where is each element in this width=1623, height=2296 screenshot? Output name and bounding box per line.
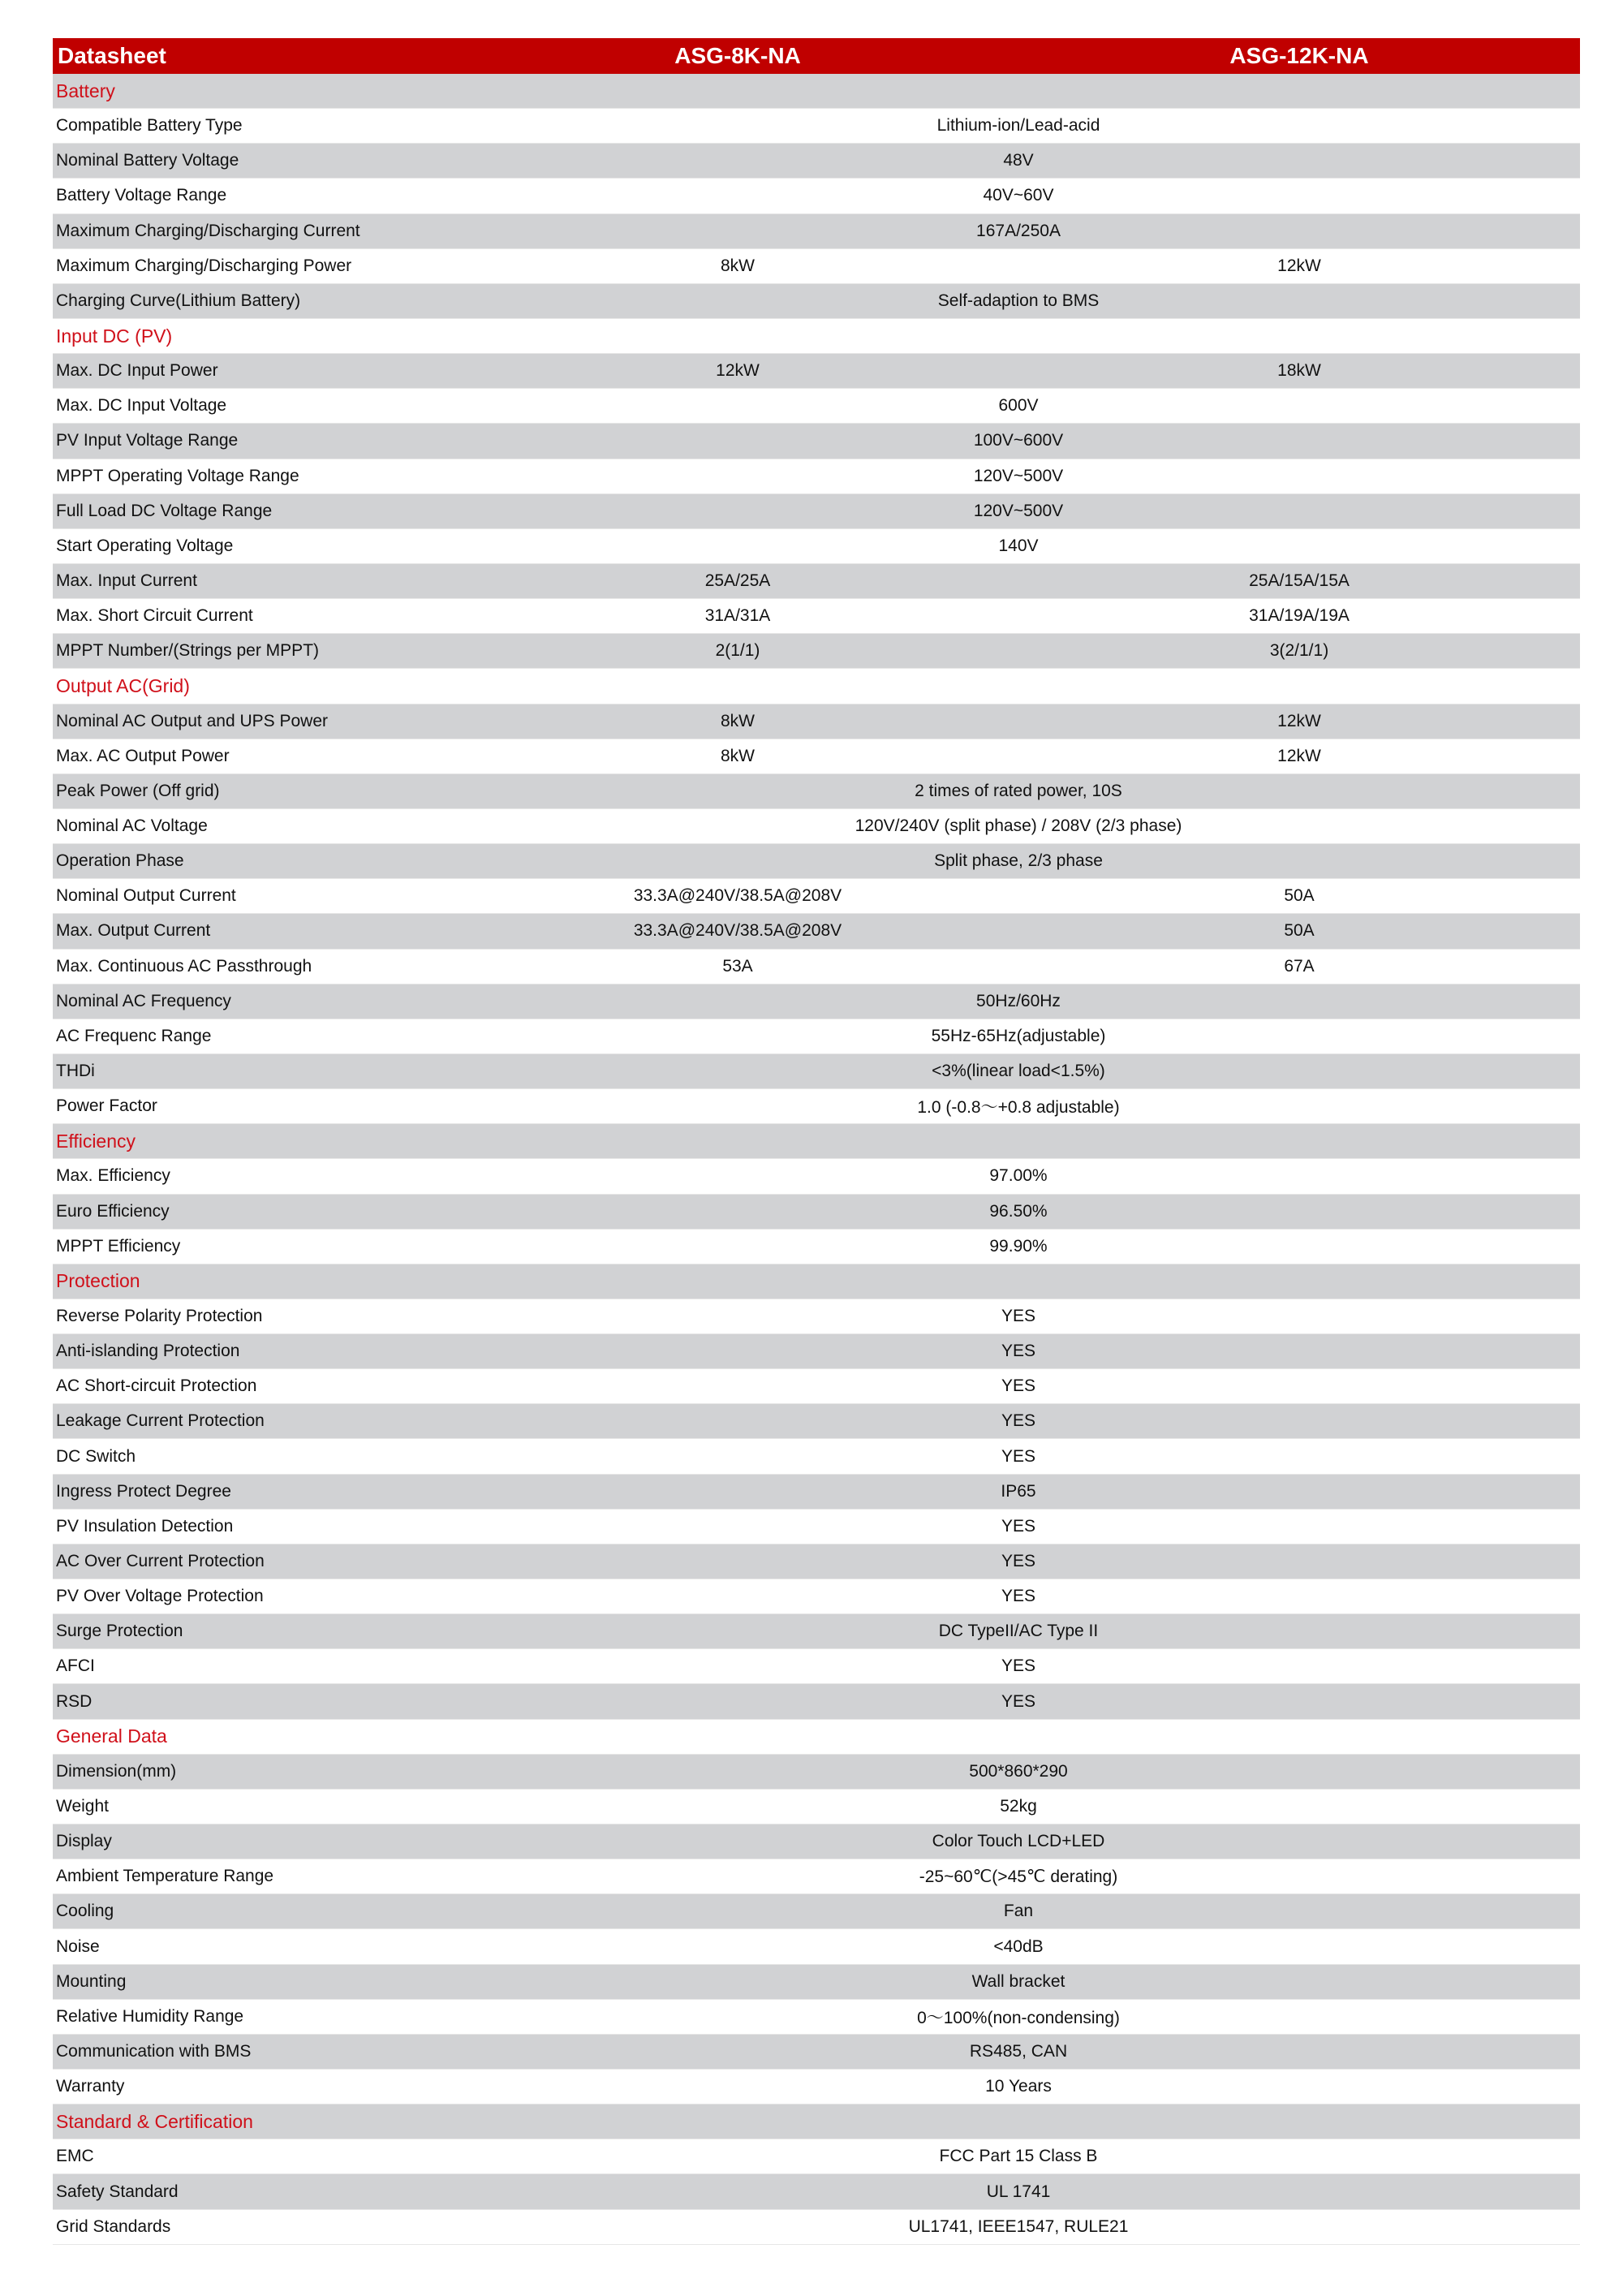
spec-row — [53, 879, 1580, 914]
section-title: Battery — [56, 80, 115, 101]
spec-value-12k: 3(2/1/1) — [1269, 641, 1329, 661]
spec-value-shared: 48V — [1003, 151, 1034, 170]
spec-row — [53, 1649, 1580, 1684]
spec-label: Mounting — [56, 1971, 127, 1991]
spec-value-shared: -25~60℃(>45℃ derating) — [919, 1867, 1118, 1886]
spec-value-8k: 53A — [722, 956, 753, 976]
spec-value-shared: YES — [1001, 1551, 1036, 1570]
spec-value-12k: 25A/15A/15A — [1249, 571, 1350, 591]
spec-label: Max. AC Output Power — [56, 746, 230, 765]
spec-value-shared: 600V — [998, 396, 1039, 416]
spec-row — [53, 1054, 1580, 1089]
spec-value-12k: 50A — [1284, 921, 1315, 941]
spec-row — [53, 1230, 1580, 1264]
spec-label: PV Insulation Detection — [56, 1516, 234, 1536]
spec-row — [53, 354, 1580, 389]
spec-row — [53, 2210, 1580, 2245]
section-header-row — [53, 669, 1580, 704]
spec-label: AC Over Current Protection — [56, 1551, 265, 1570]
spec-value-shared: Split phase, 2/3 phase — [934, 851, 1103, 871]
spec-value-12k: 67A — [1284, 956, 1315, 976]
spec-value-shared: 55Hz-65Hz(adjustable) — [931, 1026, 1106, 1045]
spec-row — [53, 739, 1580, 774]
spec-row — [53, 1369, 1580, 1404]
spec-value-shared: Wall bracket — [971, 1971, 1065, 1991]
spec-value-shared: RS485, CAN — [969, 2041, 1068, 2061]
spec-label: MPPT Number/(Strings per MPPT) — [56, 641, 320, 661]
spec-label: AFCI — [56, 1656, 95, 1676]
spec-value-shared: IP65 — [1001, 1481, 1036, 1501]
spec-value-shared: UL1741, IEEE1547, RULE21 — [908, 2216, 1129, 2236]
spec-row — [53, 424, 1580, 459]
spec-row — [53, 2070, 1580, 2104]
spec-label: PV Input Voltage Range — [56, 431, 239, 450]
section-title: Input DC (PV) — [56, 325, 173, 347]
spec-value-shared: YES — [1001, 1306, 1036, 1325]
spec-value-shared: 40V~60V — [983, 186, 1054, 205]
spec-row — [53, 2174, 1580, 2209]
spec-row — [53, 809, 1580, 844]
table-body — [53, 74, 1580, 2245]
header-model-12k: ASG-12K-NA — [1229, 43, 1369, 68]
spec-value-8k: 25A/25A — [704, 571, 771, 591]
spec-row — [53, 214, 1580, 249]
spec-row — [53, 634, 1580, 669]
spec-label: Noise — [56, 1936, 100, 1956]
spec-label: Max. Continuous AC Passthrough — [56, 956, 312, 976]
datasheet-table — [53, 38, 1580, 2245]
spec-label: Max. Short Circuit Current — [56, 606, 253, 626]
spec-value-12k: 12kW — [1277, 711, 1321, 730]
spec-row — [53, 1019, 1580, 1054]
spec-label: Power Factor — [56, 1096, 157, 1116]
spec-row — [53, 984, 1580, 1019]
spec-value-shared: 96.50% — [989, 1201, 1048, 1221]
spec-row — [53, 1755, 1580, 1790]
spec-value-shared: 167A/250A — [976, 221, 1061, 240]
spec-value-shared: Fan — [1003, 1902, 1034, 1921]
spec-label: Max. Efficiency — [56, 1166, 170, 1186]
spec-row — [53, 774, 1580, 809]
spec-row — [53, 284, 1580, 319]
spec-label: Display — [56, 1832, 112, 1851]
spec-label: MPPT Operating Voltage Range — [56, 466, 299, 485]
spec-row — [53, 1159, 1580, 1194]
spec-row — [53, 459, 1580, 494]
spec-value-shared: DC TypeII/AC Type II — [938, 1622, 1099, 1641]
spec-label: RSD — [56, 1691, 93, 1711]
spec-value-shared: YES — [1001, 1516, 1036, 1536]
spec-label: Nominal Output Current — [56, 886, 236, 906]
spec-label: Battery Voltage Range — [56, 186, 227, 205]
spec-value-shared: 500*860*290 — [969, 1761, 1068, 1781]
spec-label: DC Switch — [56, 1446, 136, 1466]
spec-row — [53, 389, 1580, 424]
section-header-row — [53, 1124, 1580, 1159]
spec-value-shared: 99.90% — [989, 1236, 1048, 1256]
spec-value-12k: 31A/19A/19A — [1249, 606, 1350, 626]
header-title: Datasheet — [58, 43, 166, 68]
section-header-row — [53, 319, 1580, 354]
spec-label: Warranty — [56, 2077, 125, 2096]
section-header-row — [53, 2104, 1580, 2139]
spec-label: Communication with BMS — [56, 2041, 252, 2061]
spec-value-shared: 52kg — [1000, 1796, 1037, 1816]
spec-row — [53, 564, 1580, 599]
spec-label: PV Over Voltage Protection — [56, 1587, 264, 1606]
spec-label: Nominal AC Output and UPS Power — [56, 711, 328, 730]
spec-label: EMC — [56, 2147, 94, 2166]
spec-value-shared: 0～100%(non-condensing) — [917, 2008, 1120, 2027]
spec-value-8k: 33.3A@240V/38.5A@208V — [633, 921, 842, 941]
spec-label: Weight — [56, 1796, 109, 1816]
spec-row — [53, 1195, 1580, 1230]
spec-row — [53, 109, 1580, 144]
spec-value-shared: UL 1741 — [986, 2182, 1051, 2201]
spec-row — [53, 529, 1580, 564]
section-header-row — [53, 74, 1580, 109]
spec-value-shared: 50Hz/60Hz — [976, 991, 1061, 1010]
spec-label: AC Short-circuit Protection — [56, 1376, 257, 1396]
spec-row — [53, 1929, 1580, 1964]
spec-value-shared: YES — [1001, 1411, 1036, 1431]
spec-label: Full Load DC Voltage Range — [56, 501, 273, 520]
spec-value-shared: 2 times of rated power, 10S — [915, 781, 1122, 800]
spec-label: Reverse Polarity Protection — [56, 1306, 263, 1325]
spec-row — [53, 249, 1580, 284]
spec-value-shared: 10 Years — [985, 2077, 1052, 2096]
spec-label: Maximum Charging/Discharging Power — [56, 256, 352, 275]
spec-label: Ambient Temperature Range — [56, 1867, 274, 1886]
spec-label: Cooling — [56, 1902, 114, 1921]
spec-label: Ingress Protect Degree — [56, 1481, 231, 1501]
spec-label: AC Frequenc Range — [56, 1026, 212, 1045]
spec-row — [53, 1614, 1580, 1649]
spec-value-8k: 33.3A@240V/38.5A@208V — [633, 886, 842, 906]
spec-value-12k: 18kW — [1277, 361, 1321, 381]
spec-label: Safety Standard — [56, 2182, 179, 2201]
spec-row — [53, 950, 1580, 984]
spec-label: Grid Standards — [56, 2216, 171, 2236]
spec-row — [53, 1475, 1580, 1510]
spec-value-shared: YES — [1001, 1691, 1036, 1711]
spec-value-shared: Lithium-ion/Lead-acid — [936, 116, 1100, 136]
spec-value-shared: YES — [1001, 1376, 1036, 1396]
spec-row — [53, 599, 1580, 634]
spec-row — [53, 1334, 1580, 1369]
spec-row — [53, 1859, 1580, 1894]
spec-label: Nominal AC Voltage — [56, 816, 208, 836]
spec-value-12k: 12kW — [1277, 746, 1321, 765]
table-header — [53, 38, 1580, 74]
spec-value-shared: YES — [1001, 1587, 1036, 1606]
spec-row — [53, 1439, 1580, 1474]
spec-value-8k: 31A/31A — [704, 606, 771, 626]
spec-label: Max. Output Current — [56, 921, 211, 941]
spec-row — [53, 704, 1580, 739]
spec-label: Max. DC Input Power — [56, 361, 218, 381]
spec-row — [53, 1579, 1580, 1614]
spec-value-8k: 8kW — [721, 711, 755, 730]
spec-label: Leakage Current Protection — [56, 1411, 265, 1431]
spec-label: Compatible Battery Type — [56, 116, 243, 136]
spec-label: Anti-islanding Protection — [56, 1342, 240, 1361]
spec-label: Operation Phase — [56, 851, 184, 871]
spec-value-shared: YES — [1001, 1342, 1036, 1361]
spec-label: Charging Curve(Lithium Battery) — [56, 291, 301, 310]
spec-row — [53, 1894, 1580, 1929]
section-title: Efficiency — [56, 1130, 136, 1152]
spec-row — [53, 1965, 1580, 2000]
spec-label: THDi — [56, 1062, 95, 1080]
spec-value-shared: FCC Part 15 Class B — [939, 2147, 1098, 2166]
spec-value-shared: 97.00% — [989, 1166, 1048, 1186]
spec-label: MPPT Efficiency — [56, 1236, 181, 1256]
spec-row — [53, 2139, 1580, 2174]
spec-label: Euro Efficiency — [56, 1201, 170, 1221]
spec-label: Nominal AC Frequency — [56, 991, 231, 1010]
spec-row — [53, 1824, 1580, 1859]
spec-row — [53, 1790, 1580, 1824]
spec-row — [53, 1510, 1580, 1544]
spec-label: Relative Humidity Range — [56, 2006, 244, 2026]
spec-row — [53, 1404, 1580, 1439]
header-model-8k: ASG-8K-NA — [674, 43, 801, 68]
spec-value-8k: 8kW — [721, 746, 755, 765]
spec-value-shared: 120V/240V (split phase) / 208V (2/3 phase) — [855, 816, 1182, 836]
section-title: Protection — [56, 1270, 140, 1292]
spec-label: Max. Input Current — [56, 571, 197, 591]
spec-row — [53, 179, 1580, 213]
spec-label: Max. DC Input Voltage — [56, 396, 227, 416]
spec-value-8k: 8kW — [721, 256, 755, 275]
spec-value-12k: 12kW — [1277, 256, 1321, 275]
section-header-row — [53, 1720, 1580, 1755]
spec-value-8k: 12kW — [716, 361, 760, 381]
spec-row — [53, 144, 1580, 179]
spec-value-shared: Color Touch LCD+LED — [932, 1832, 1105, 1851]
spec-value-shared: <3%(linear load<1.5%) — [932, 1062, 1105, 1080]
spec-row — [53, 1544, 1580, 1579]
spec-row — [53, 2000, 1580, 2035]
spec-value-shared: <40dB — [993, 1936, 1044, 1956]
spec-value-shared: 120V~500V — [973, 501, 1064, 520]
spec-label: Peak Power (Off grid) — [56, 781, 220, 800]
spec-value-shared: YES — [1001, 1656, 1036, 1676]
spec-row — [53, 494, 1580, 529]
section-header-row — [53, 1264, 1580, 1299]
section-title: General Data — [56, 1725, 167, 1747]
spec-value-shared: Self-adaption to BMS — [937, 291, 1100, 310]
spec-row — [53, 914, 1580, 949]
spec-row — [53, 844, 1580, 879]
spec-label: Start Operating Voltage — [56, 536, 234, 555]
spec-value-shared: 100V~600V — [973, 431, 1064, 450]
spec-value-8k: 2(1/1) — [715, 641, 760, 661]
spec-label: Surge Protection — [56, 1622, 183, 1641]
spec-value-shared: 120V~500V — [973, 466, 1064, 485]
spec-label: Dimension(mm) — [56, 1761, 177, 1781]
spec-value-shared: 1.0 (-0.8～+0.8 adjustable) — [917, 1098, 1120, 1118]
section-title: Standard & Certification — [56, 2110, 253, 2132]
spec-row — [53, 1684, 1580, 1719]
spec-label: Nominal Battery Voltage — [56, 151, 239, 170]
spec-row — [53, 2035, 1580, 2070]
spec-row — [53, 1089, 1580, 1124]
spec-value-shared: 140V — [998, 536, 1039, 555]
spec-label: Maximum Charging/Discharging Current — [56, 221, 360, 240]
spec-value-shared: YES — [1001, 1446, 1036, 1466]
spec-value-12k: 50A — [1284, 886, 1315, 906]
spec-row — [53, 1299, 1580, 1334]
section-title: Output AC(Grid) — [56, 674, 190, 696]
